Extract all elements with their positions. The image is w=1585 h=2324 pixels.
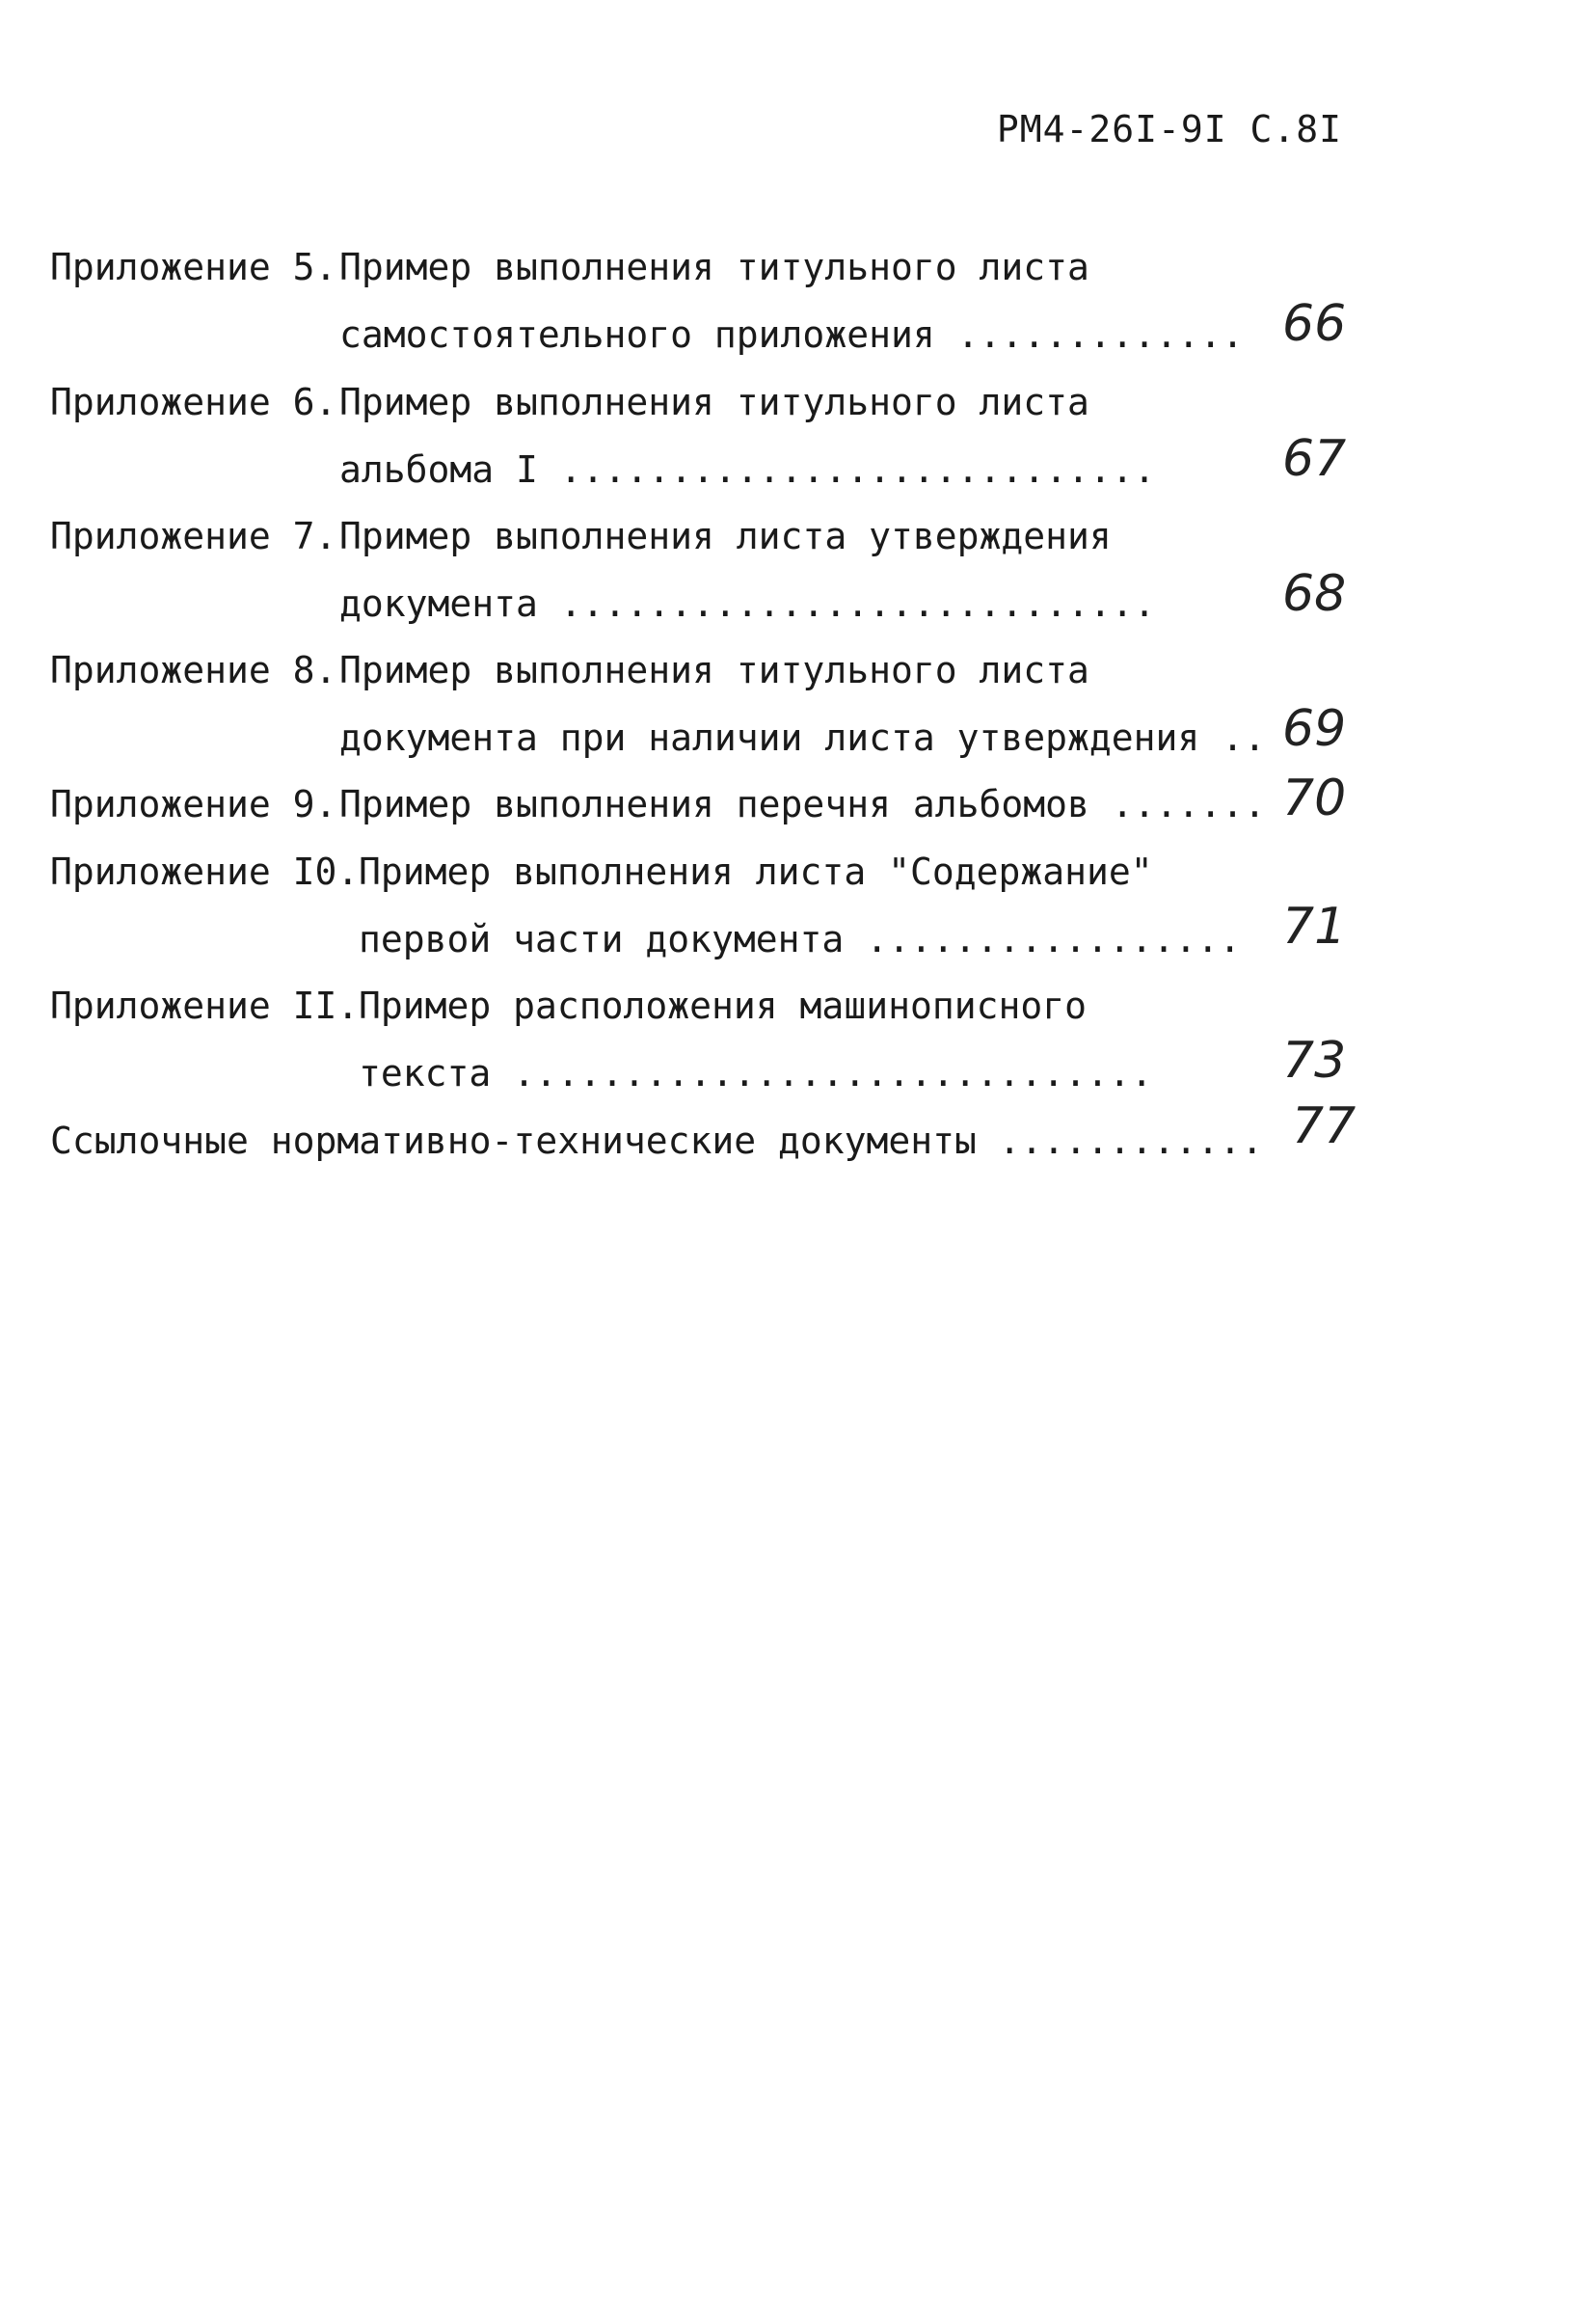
toc-page-number: 66 [1282,295,1347,353]
toc-entry-title: Пример выполнения титульного листа [339,381,1089,423]
toc-page-number: 73 [1282,1032,1347,1090]
toc-entry-label: Приложение 9. [50,783,337,825]
toc-entry-title-cont: текста ............................. [359,1052,1153,1094]
toc-entry-title-cont: документа ........................... [339,582,1156,625]
toc-entry-title: Пример выполнения листа "Содержание" [359,851,1153,893]
toc-entry-label: Приложение II. [50,985,360,1027]
toc-entry-title-cont: самостоятельного приложения ............. [339,313,1244,356]
toc-page-number: 77 [1292,1097,1357,1155]
toc-page-number: 68 [1282,565,1347,623]
toc-entry-title: Пример выполнения титульного листа [339,649,1089,691]
toc-entry-label: Приложение 6. [50,381,337,423]
toc-entry-label: Приложение 8. [50,649,337,691]
toc-entry-title-cont: первой части документа ................. [359,918,1242,960]
toc-entry-title: Пример расположения машинописного [359,985,1087,1027]
toc-entry-label: Приложение 7. [50,515,337,557]
toc-entry-title-cont: альбома I ........................... [339,448,1156,491]
document-code-header: РМ4-26I-9I С.8I [996,108,1342,150]
toc-entry-title: Пример выполнения перечня альбомов ....... [339,783,1266,825]
toc-entry-title: Пример выполнения листа утверждения [339,515,1112,557]
toc-entry-title: Пример выполнения титульного листа [339,246,1089,288]
toc-page-number: 71 [1282,898,1347,956]
toc-entry-label: Приложение 5. [50,246,337,288]
toc-page-number: 67 [1282,430,1347,488]
toc-entry-title: Ссылочные нормативно-технические документы ............ [50,1120,1264,1162]
toc-page-number: 70 [1282,770,1347,827]
toc-entry-title-cont: документа при наличии листа утверждения .. [339,716,1266,759]
toc-entry-label: Приложение I0. [50,851,360,893]
toc-page-number: 69 [1282,700,1347,758]
